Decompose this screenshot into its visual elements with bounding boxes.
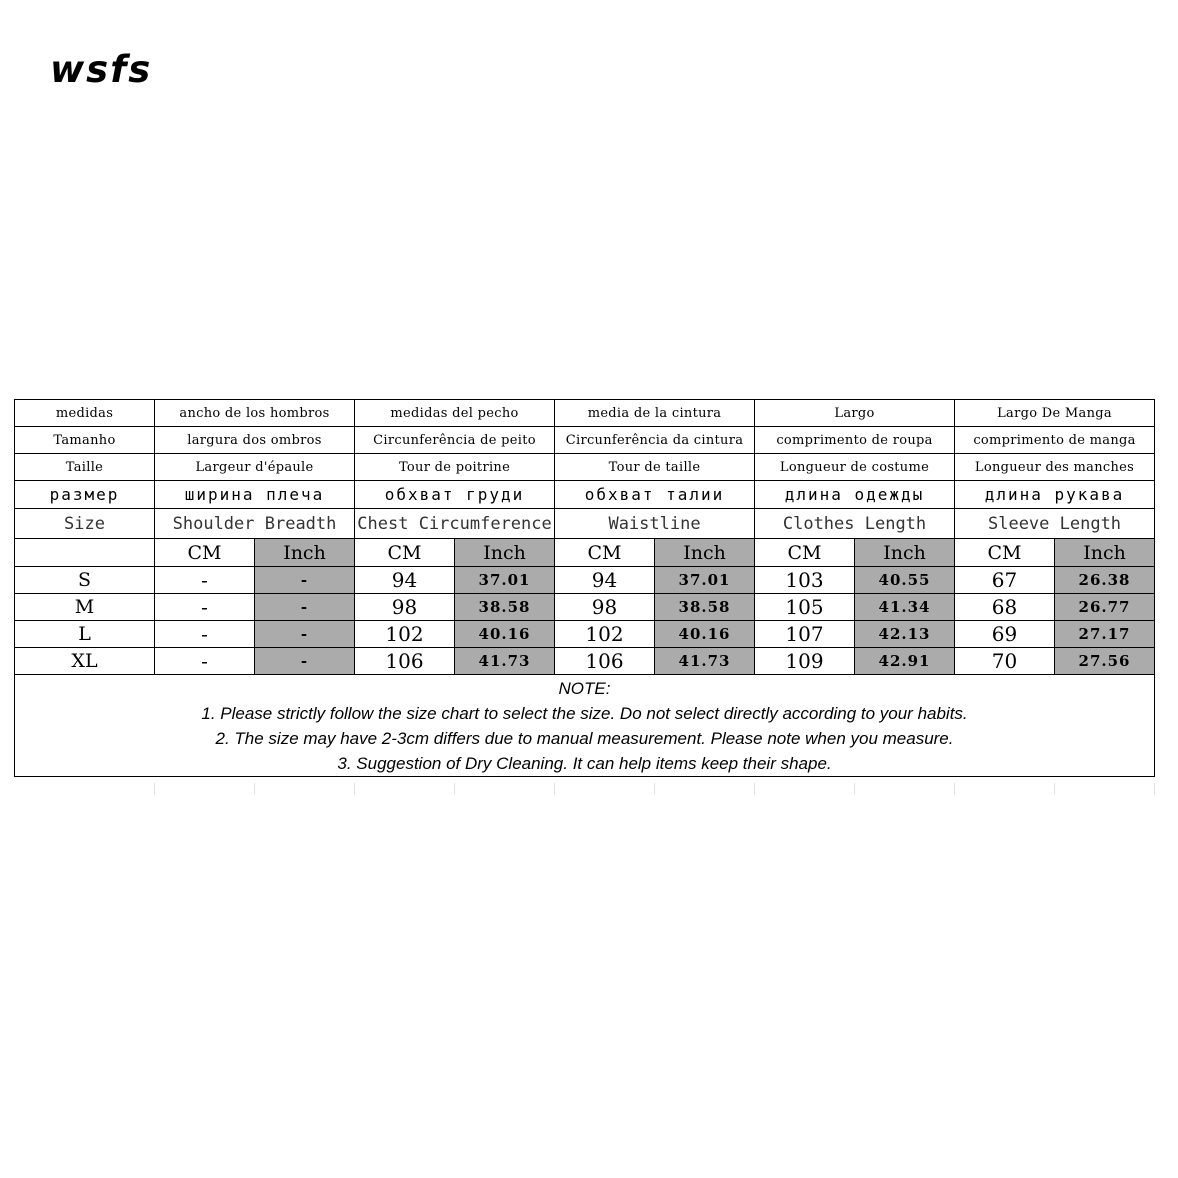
header-cell: обхват груди — [355, 481, 555, 509]
faint-gridline — [654, 783, 655, 795]
shoulder-inch-cell: - — [255, 648, 355, 675]
unit-cm-header: CM — [755, 539, 855, 567]
length-inch-cell: 42.91 — [855, 648, 955, 675]
notes-row — [15, 675, 1155, 777]
chest-inch-cell: 38.58 — [455, 594, 555, 621]
length-cm-cell: 103 — [755, 567, 855, 594]
sleeve-cm-cell: 67 — [955, 567, 1055, 594]
header-cell: comprimento de manga — [955, 427, 1155, 454]
header-cell: medidas del pecho — [355, 400, 555, 427]
header-cell: Longueur de costume — [755, 454, 955, 481]
chest-inch-cell: 37.01 — [455, 567, 555, 594]
shoulder-cm-cell: - — [155, 648, 255, 675]
size-row-s — [15, 567, 1155, 594]
units-row — [15, 539, 1155, 567]
waist-cm-cell: 106 — [555, 648, 655, 675]
header-cell: Circunferência de peito — [355, 427, 555, 454]
shoulder-inch-cell: - — [255, 621, 355, 648]
sleeve-inch-cell: 27.17 — [1055, 621, 1155, 648]
sleeve-cm-cell: 69 — [955, 621, 1055, 648]
units-empty-cell — [15, 539, 155, 567]
brand-logo-text: wsfs — [50, 50, 153, 90]
brand-logo — [50, 50, 170, 90]
header-cell: Shoulder Breadth — [155, 509, 355, 539]
faint-gridline — [854, 783, 855, 795]
sleeve-cm-cell: 68 — [955, 594, 1055, 621]
sleeve-cm-cell: 70 — [955, 648, 1055, 675]
length-inch-cell: 42.13 — [855, 621, 955, 648]
chest-cm-cell: 98 — [355, 594, 455, 621]
sleeve-inch-cell: 27.56 — [1055, 648, 1155, 675]
size-chart-table — [14, 399, 1155, 777]
size-row-l — [15, 621, 1155, 648]
sleeve-inch-cell: 26.77 — [1055, 594, 1155, 621]
shoulder-inch-cell: - — [255, 594, 355, 621]
faint-gridline — [454, 783, 455, 795]
faint-gridline — [254, 783, 255, 795]
shoulder-inch-cell: - — [255, 567, 355, 594]
header-cell: media de la cintura — [555, 400, 755, 427]
unit-inch-header: Inch — [855, 539, 955, 567]
size-label: S — [15, 567, 155, 594]
length-cm-cell: 107 — [755, 621, 855, 648]
header-cell: Circunferência da cintura — [555, 427, 755, 454]
shoulder-cm-cell: - — [155, 594, 255, 621]
header-cell: Tamanho — [15, 427, 155, 454]
unit-inch-header: Inch — [1055, 539, 1155, 567]
unit-cm-header: CM — [355, 539, 455, 567]
waist-cm-cell: 98 — [555, 594, 655, 621]
header-cell: Clothes Length — [755, 509, 955, 539]
header-cell: Waistline — [555, 509, 755, 539]
header-cell: Chest Circumference — [355, 509, 555, 539]
chest-cm-cell: 94 — [355, 567, 455, 594]
waist-inch-cell: 37.01 — [655, 567, 755, 594]
header-cell: ancho de los hombros — [155, 400, 355, 427]
note-line-3: 3. Suggestion of Dry Cleaning. It can help items keep their shape. — [337, 753, 832, 773]
waist-inch-cell: 38.58 — [655, 594, 755, 621]
faint-gridline — [1154, 783, 1155, 795]
note-line-1: 1. Please strictly follow the size chart to select the size. Do not select directly according to your habits. — [201, 703, 968, 723]
length-inch-cell: 41.34 — [855, 594, 955, 621]
waist-cm-cell: 94 — [555, 567, 655, 594]
waist-inch-cell: 41.73 — [655, 648, 755, 675]
size-label: L — [15, 621, 155, 648]
faint-gridline — [1054, 783, 1055, 795]
header-cell: medidas — [15, 400, 155, 427]
shoulder-cm-cell: - — [155, 621, 255, 648]
header-cell: Tour de poitrine — [355, 454, 555, 481]
header-row-spanish — [15, 400, 1155, 427]
notes-title: NOTE: — [558, 678, 611, 698]
chest-inch-cell: 40.16 — [455, 621, 555, 648]
header-row-russian — [15, 481, 1155, 509]
header-row-french — [15, 454, 1155, 481]
unit-inch-header: Inch — [255, 539, 355, 567]
header-cell: comprimento de roupa — [755, 427, 955, 454]
size-row-xl — [15, 648, 1155, 675]
waist-cm-cell: 102 — [555, 621, 655, 648]
sleeve-inch-cell: 26.38 — [1055, 567, 1155, 594]
size-label: XL — [15, 648, 155, 675]
chest-cm-cell: 102 — [355, 621, 455, 648]
header-cell: длина одежды — [755, 481, 955, 509]
header-cell: Largo De Manga — [955, 400, 1155, 427]
chest-cm-cell: 106 — [355, 648, 455, 675]
header-row-english — [15, 509, 1155, 539]
header-cell: Largeur d'épaule — [155, 454, 355, 481]
length-cm-cell: 109 — [755, 648, 855, 675]
header-cell: Sleeve Length — [955, 509, 1155, 539]
faint-gridline — [554, 783, 555, 795]
unit-cm-header: CM — [955, 539, 1055, 567]
note-line-2: 2. The size may have 2-3cm differs due to manual measurement. Please note when you measure. — [215, 728, 954, 748]
faint-gridline — [954, 783, 955, 795]
size-label: M — [15, 594, 155, 621]
waist-inch-cell: 40.16 — [655, 621, 755, 648]
size-row-m — [15, 594, 1155, 621]
faint-gridline — [154, 783, 155, 795]
length-inch-cell: 40.55 — [855, 567, 955, 594]
unit-cm-header: CM — [155, 539, 255, 567]
faint-gridline — [754, 783, 755, 795]
header-cell: ширина плеча — [155, 481, 355, 509]
header-cell: длина рукава — [955, 481, 1155, 509]
unit-cm-header: CM — [555, 539, 655, 567]
header-cell: largura dos ombros — [155, 427, 355, 454]
header-row-portuguese — [15, 427, 1155, 454]
chest-inch-cell: 41.73 — [455, 648, 555, 675]
length-cm-cell: 105 — [755, 594, 855, 621]
header-cell: Taille — [15, 454, 155, 481]
header-cell: Largo — [755, 400, 955, 427]
header-cell: Longueur des manches — [955, 454, 1155, 481]
shoulder-cm-cell: - — [155, 567, 255, 594]
unit-inch-header: Inch — [655, 539, 755, 567]
header-cell: Size — [15, 509, 155, 539]
header-cell: обхват талии — [555, 481, 755, 509]
faint-gridline — [354, 783, 355, 795]
unit-inch-header: Inch — [455, 539, 555, 567]
header-cell: Tour de taille — [555, 454, 755, 481]
notes-cell — [15, 675, 1155, 777]
header-cell: размер — [15, 481, 155, 509]
